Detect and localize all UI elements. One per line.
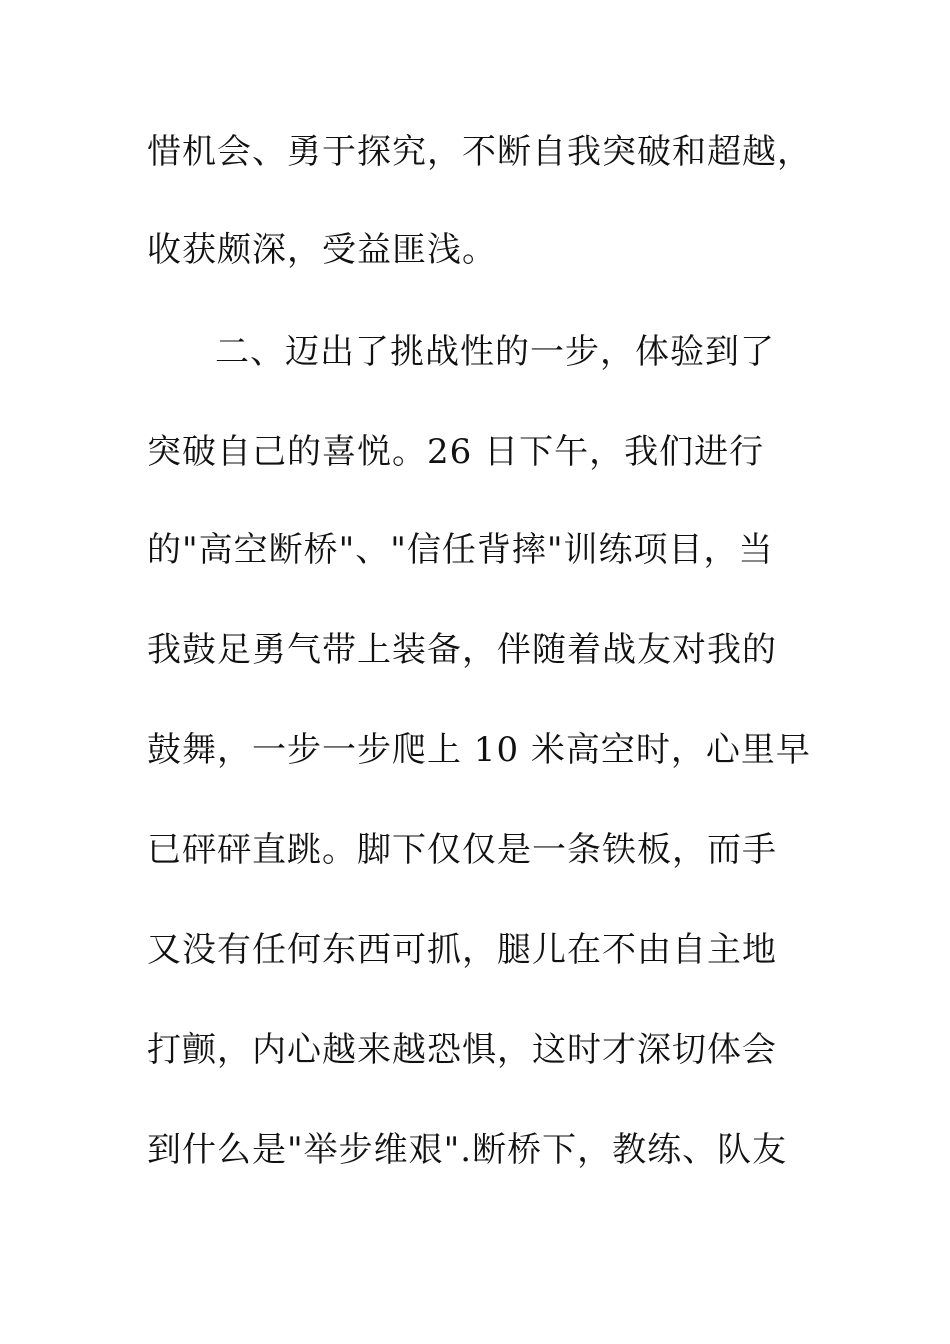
text-line-8: 已砰砰直跳。脚下仅仅是一条铁板，而手	[147, 830, 777, 870]
text-line-5: 的"高空断桥"、"信任背摔"训练项目，当	[147, 530, 774, 570]
text-line-6: 我鼓足勇气带上装备，伴随着战友对我的	[147, 630, 777, 670]
paragraph-heading-line: 二、迈出了挑战性的一步，体验到了	[215, 332, 775, 372]
text-line-1: 惜机会、勇于探究，不断自我突破和超越，	[147, 132, 812, 172]
text-line-10: 打颤，内心越来越恐惧，这时才深切体会	[147, 1030, 777, 1070]
text-line-4: 突破自己的喜悦。26 日下午，我们进行	[147, 432, 765, 472]
text-line-2: 收获颇深，受益匪浅。	[147, 230, 497, 270]
text-line-7: 鼓舞，一步一步爬上 10 米高空时，心里早	[147, 730, 811, 770]
text-line-11: 到什么是"举步维艰".断桥下，教练、队友	[147, 1130, 788, 1170]
text-line-9: 又没有任何东西可抓，腿儿在不由自主地	[147, 930, 777, 970]
